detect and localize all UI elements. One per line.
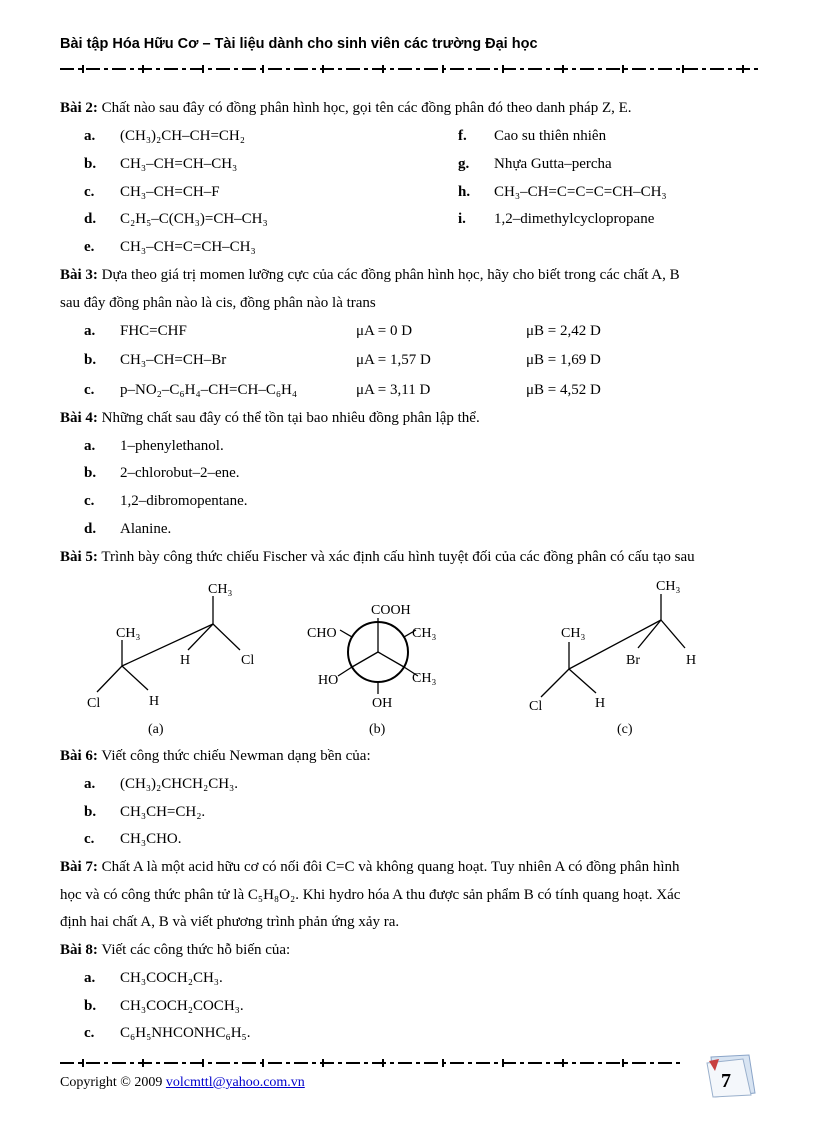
bai5-structures	[0, 570, 816, 740]
c-cl: Cl	[529, 699, 543, 714]
header-divider	[60, 64, 762, 74]
footer-email-link[interactable]: volcmttl@yahoo.com.vn	[165, 1075, 305, 1090]
c-h2: H	[595, 696, 606, 711]
bai7-question-line2: học và có công thức phân tử là C₅H₈O₂. Khi hydro hóa A thu được sản phẩm B có tính quang hoạt. Xác	[60, 887, 681, 903]
bai2-question	[60, 100, 632, 117]
bai4-heading: Bài 4:	[60, 410, 98, 426]
b-cooh: COOH	[371, 603, 411, 618]
bai2-heading: Bài 2:	[60, 100, 98, 116]
bai6-question: Bài 6: Viết công thức chiếu Newman dạng bền của:	[60, 748, 371, 764]
structure-c	[541, 594, 685, 697]
page-number: 7	[721, 1070, 731, 1092]
a-caption: (a)	[148, 722, 164, 737]
b-ch3-bottom: CH₃	[412, 671, 437, 686]
footer-copyright: Copyright © 2009 volcmttl@yahoo.com.vn	[60, 1075, 305, 1090]
b-oh: OH	[372, 696, 393, 711]
structure-a	[97, 596, 240, 692]
structure-b	[338, 618, 418, 694]
b-cho: CHO	[307, 626, 337, 641]
a-left-ch3: CH₃	[116, 626, 141, 641]
c-left-ch3: CH₃	[561, 626, 586, 641]
c-top-ch3: CH₃	[656, 579, 681, 594]
c-h1: H	[686, 653, 697, 668]
a-cl1: Cl	[241, 653, 255, 668]
bai3-question-line1: Bài 3: Dựa theo giá trị momen lưỡng cực của các đồng phân hình học, hãy cho biết trong các chất A, B	[60, 267, 680, 283]
c-br: Br	[626, 653, 640, 668]
bai6-heading: Bài 6:	[60, 748, 98, 764]
bai3-question-line2: sau đây đồng phân nào là cis, đồng phân nào là trans	[60, 295, 376, 311]
page-number-badge	[705, 1053, 757, 1099]
footer-divider	[60, 1058, 680, 1068]
page-header-title: Bài tập Hóa Hữu Cơ – Tài liệu dành cho sinh viên các trường Đại học	[60, 36, 538, 52]
bai8-heading: Bài 8:	[60, 942, 98, 958]
b-ch3-top: CH₃	[412, 626, 437, 641]
a-cl2: Cl	[87, 696, 101, 711]
c-caption: (c)	[617, 722, 633, 737]
bai2-text: Chất nào sau đây có đồng phân hình học, gọi tên các đồng phân đó theo danh pháp Z, E.	[97, 100, 632, 116]
b-caption: (b)	[369, 722, 386, 737]
bai3-heading: Bài 3:	[60, 267, 98, 283]
a-top-ch3: CH₃	[208, 582, 233, 597]
bai4-question: Bài 4: Những chất sau đây có thể tồn tại bao nhiêu đồng phân lập thể.	[60, 410, 480, 426]
b-ho: HO	[318, 673, 339, 688]
bai5-heading: Bài 5:	[60, 549, 98, 565]
bai8-question: Bài 8: Viết các công thức hỗ biến của:	[60, 942, 291, 958]
bai7-question-line3: định hai chất A, B và viết phương trình phản ứng xảy ra.	[60, 914, 400, 930]
bai7-question-line1: Bài 7: Chất A là một acid hữu cơ có nối đôi C=C và không quang hoạt. Tuy nhiên A có đồng phân hình	[60, 859, 680, 875]
a-h1: H	[180, 653, 191, 668]
a-h2: H	[149, 694, 160, 709]
bai7-heading: Bài 7:	[60, 859, 98, 875]
bai5-question: Bài 5: Trình bày công thức chiếu Fischer và xác định cấu hình tuyệt đối của các đồng phân có cấu tạo sau	[60, 549, 695, 565]
